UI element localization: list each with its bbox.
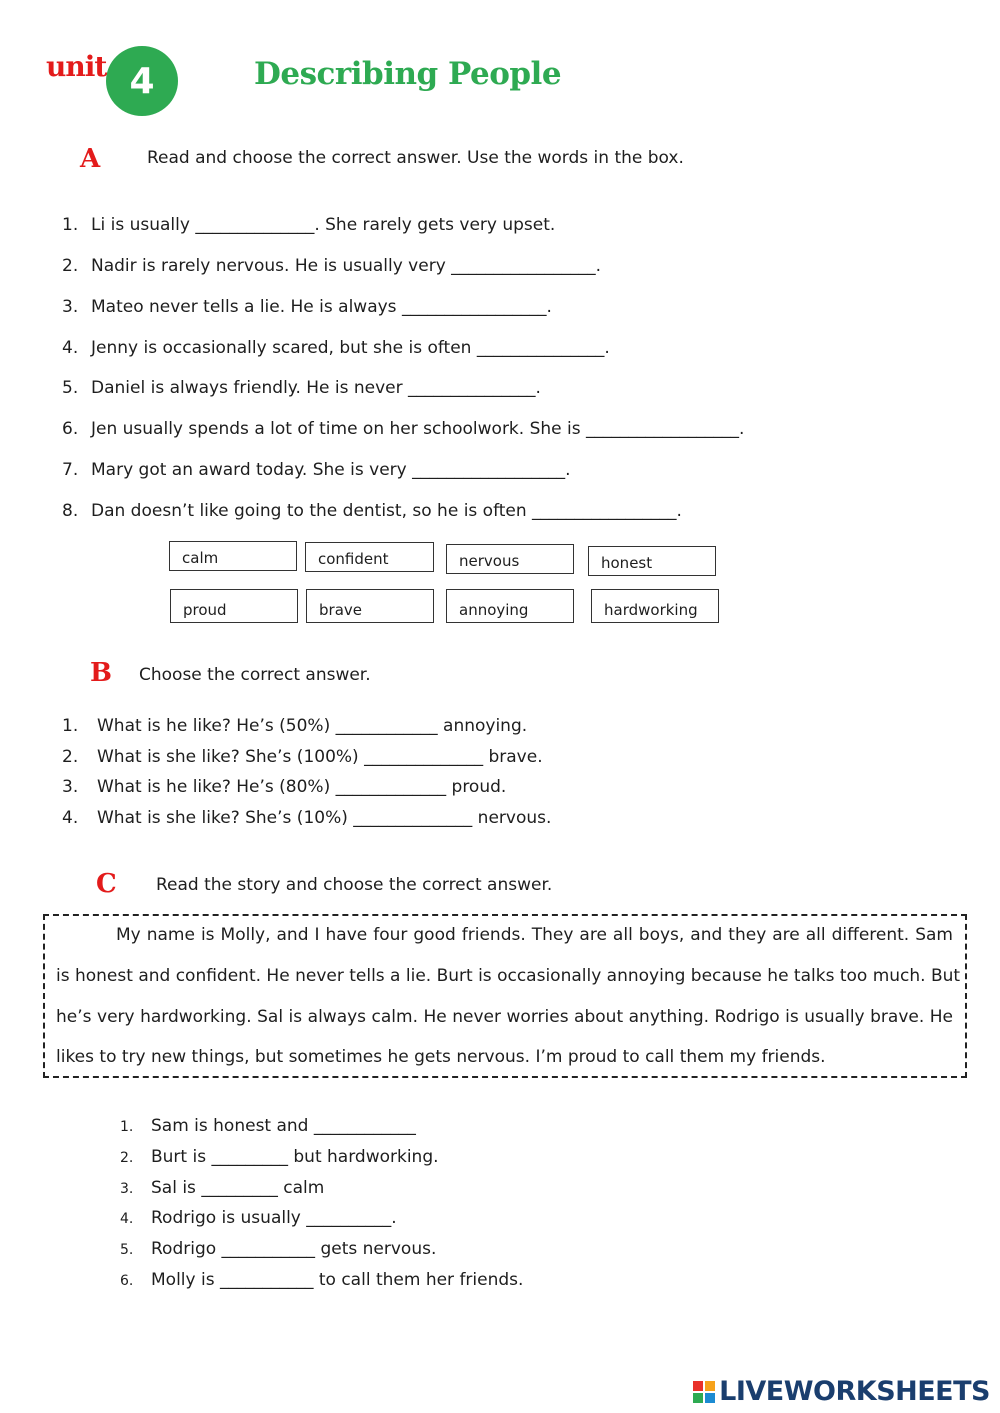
story-line: My name is Molly, and I have four good friends. They are all boys, and they are all different. Sam — [116, 925, 953, 945]
section-c-instruction: Read the story and choose the correct answer. — [156, 875, 553, 895]
word-box-item: honest — [588, 546, 716, 576]
section-c-question: 2. Burt is _________ but hardworking. — [120, 1147, 439, 1167]
section-b-question: 2. What is she like? She’s (100%) ______________ brave. — [62, 747, 543, 767]
section-b-question: 4. What is she like? She’s (10%) ______________ nervous. — [62, 808, 552, 828]
section-a-question: 7. Mary got an award today. She is very __________________. — [62, 460, 571, 480]
section-a-question: 1. Li is usually ______________. She rarely gets very upset. — [62, 215, 556, 235]
unit-label: unit — [46, 50, 107, 83]
word-box-item: hardworking — [591, 589, 719, 623]
page-title: Describing People — [254, 56, 562, 92]
logo-mark-icon — [693, 1381, 715, 1403]
section-c-question: 6. Molly is ___________ to call them her friends. — [120, 1270, 524, 1290]
logo-text: LIVEWORKSHEETS — [719, 1376, 990, 1407]
section-a-question: 3. Mateo never tells a lie. He is always _________________. — [62, 297, 552, 317]
section-c-question: 5. Rodrigo ___________ gets nervous. — [120, 1239, 437, 1259]
word-box-item: annoying — [446, 589, 574, 623]
liveworksheets-logo[interactable] — [693, 1376, 990, 1407]
section-a-question: 5. Daniel is always friendly. He is never _______________. — [62, 378, 541, 398]
section-c-question: 1. Sam is honest and ____________ — [120, 1116, 416, 1136]
word-box-item: nervous — [446, 544, 574, 574]
section-a-instruction: Read and choose the correct answer. Use the words in the box. — [147, 148, 684, 168]
section-b-letter: B — [90, 658, 112, 688]
section-a-question: 8. Dan doesn’t like going to the dentist, so he is often _________________. — [62, 501, 682, 521]
section-a-question: 2. Nadir is rarely nervous. He is usually very _________________. — [62, 256, 602, 276]
section-c-letter: C — [96, 869, 117, 899]
word-box-item: calm — [169, 541, 297, 571]
word-box-item: proud — [170, 589, 298, 623]
story-line: is honest and confident. He never tells a lie. Burt is occasionally annoying because he talks too much. But — [56, 966, 961, 986]
section-c-question: 3. Sal is _________ calm — [120, 1178, 325, 1198]
section-b-instruction: Choose the correct answer. — [139, 665, 371, 685]
section-c-question: 4. Rodrigo is usually __________. — [120, 1208, 397, 1228]
section-a-question: 6. Jen usually spends a lot of time on her schoolwork. She is __________________. — [62, 419, 745, 439]
section-a-letter: A — [80, 144, 101, 174]
section-b-question: 3. What is he like? He’s (80%) _____________ proud. — [62, 777, 507, 797]
story-line: likes to try new things, but sometimes he gets nervous. I’m proud to call them my friends. — [56, 1047, 826, 1067]
section-a-question: 4. Jenny is occasionally scared, but she is often _______________. — [62, 338, 610, 358]
word-box-item: brave — [306, 589, 434, 623]
section-b-question: 1. What is he like? He’s (50%) ____________ annoying. — [62, 716, 528, 736]
unit-number: 4 — [129, 60, 155, 102]
word-box-item: confident — [305, 542, 434, 572]
story-line: he’s very hardworking. Sal is always calm. He never worries about anything. Rodrigo is usually brave. He — [56, 1007, 953, 1027]
